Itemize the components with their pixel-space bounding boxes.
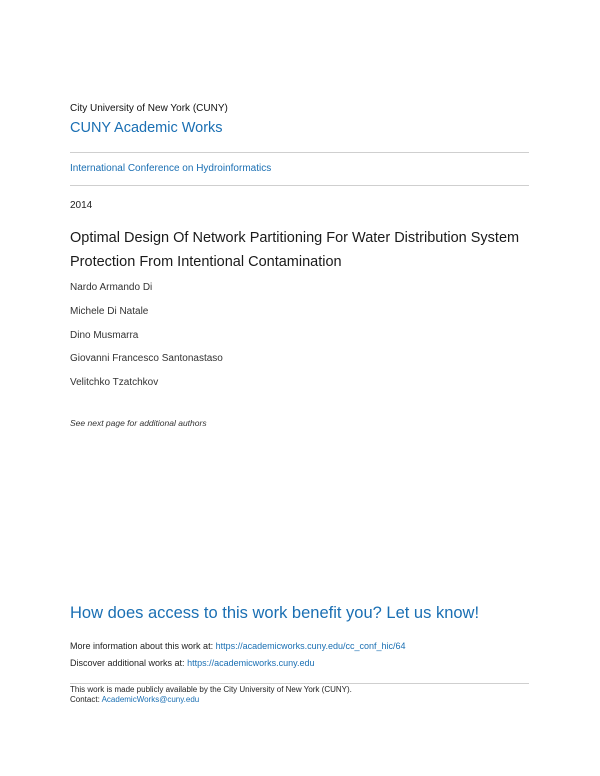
paper-title: Optimal Design Of Network Partitioning For Water Distribution System Protection From Intentional Contamination	[70, 230, 520, 270]
discover-url[interactable]: https://academicworks.cuny.edu	[187, 658, 315, 668]
repository-link[interactable]: CUNY Academic Works	[70, 120, 223, 136]
author-name: Giovanni Francesco Santonastaso	[70, 353, 223, 364]
author-name: Velitchko Tzatchkov	[70, 377, 159, 388]
feedback-link[interactable]: How does access to this work benefit you? Let us know!	[70, 604, 480, 622]
author-name: Dino Musmarra	[70, 330, 139, 341]
series-link[interactable]: International Conference on Hydroinformatics	[70, 163, 272, 174]
contact-label: Contact:	[70, 695, 100, 704]
more-info-label: More information about this work at:	[70, 641, 214, 651]
discover-label: Discover additional works at:	[70, 658, 185, 668]
footer-contact	[70, 695, 199, 704]
series-divider	[70, 185, 529, 186]
more-info-url[interactable]: https://academicworks.cuny.edu/cc_conf_hic/64	[215, 641, 406, 651]
additional-authors-note: See next page for additional authors	[70, 418, 207, 428]
discover-line	[70, 658, 314, 668]
institution-name: City University of New York (CUNY)	[70, 103, 228, 114]
author-name: Michele Di Natale	[70, 306, 149, 317]
header-divider	[70, 152, 529, 153]
author-name: Nardo Armando Di	[70, 282, 153, 293]
footer-note: This work is made publicly available by the City University of New York (CUNY).	[70, 685, 352, 694]
contact-email[interactable]: AcademicWorks@cuny.edu	[101, 695, 200, 704]
publication-year: 2014	[70, 200, 93, 211]
more-info-line	[70, 641, 406, 651]
footer-divider	[70, 683, 529, 684]
